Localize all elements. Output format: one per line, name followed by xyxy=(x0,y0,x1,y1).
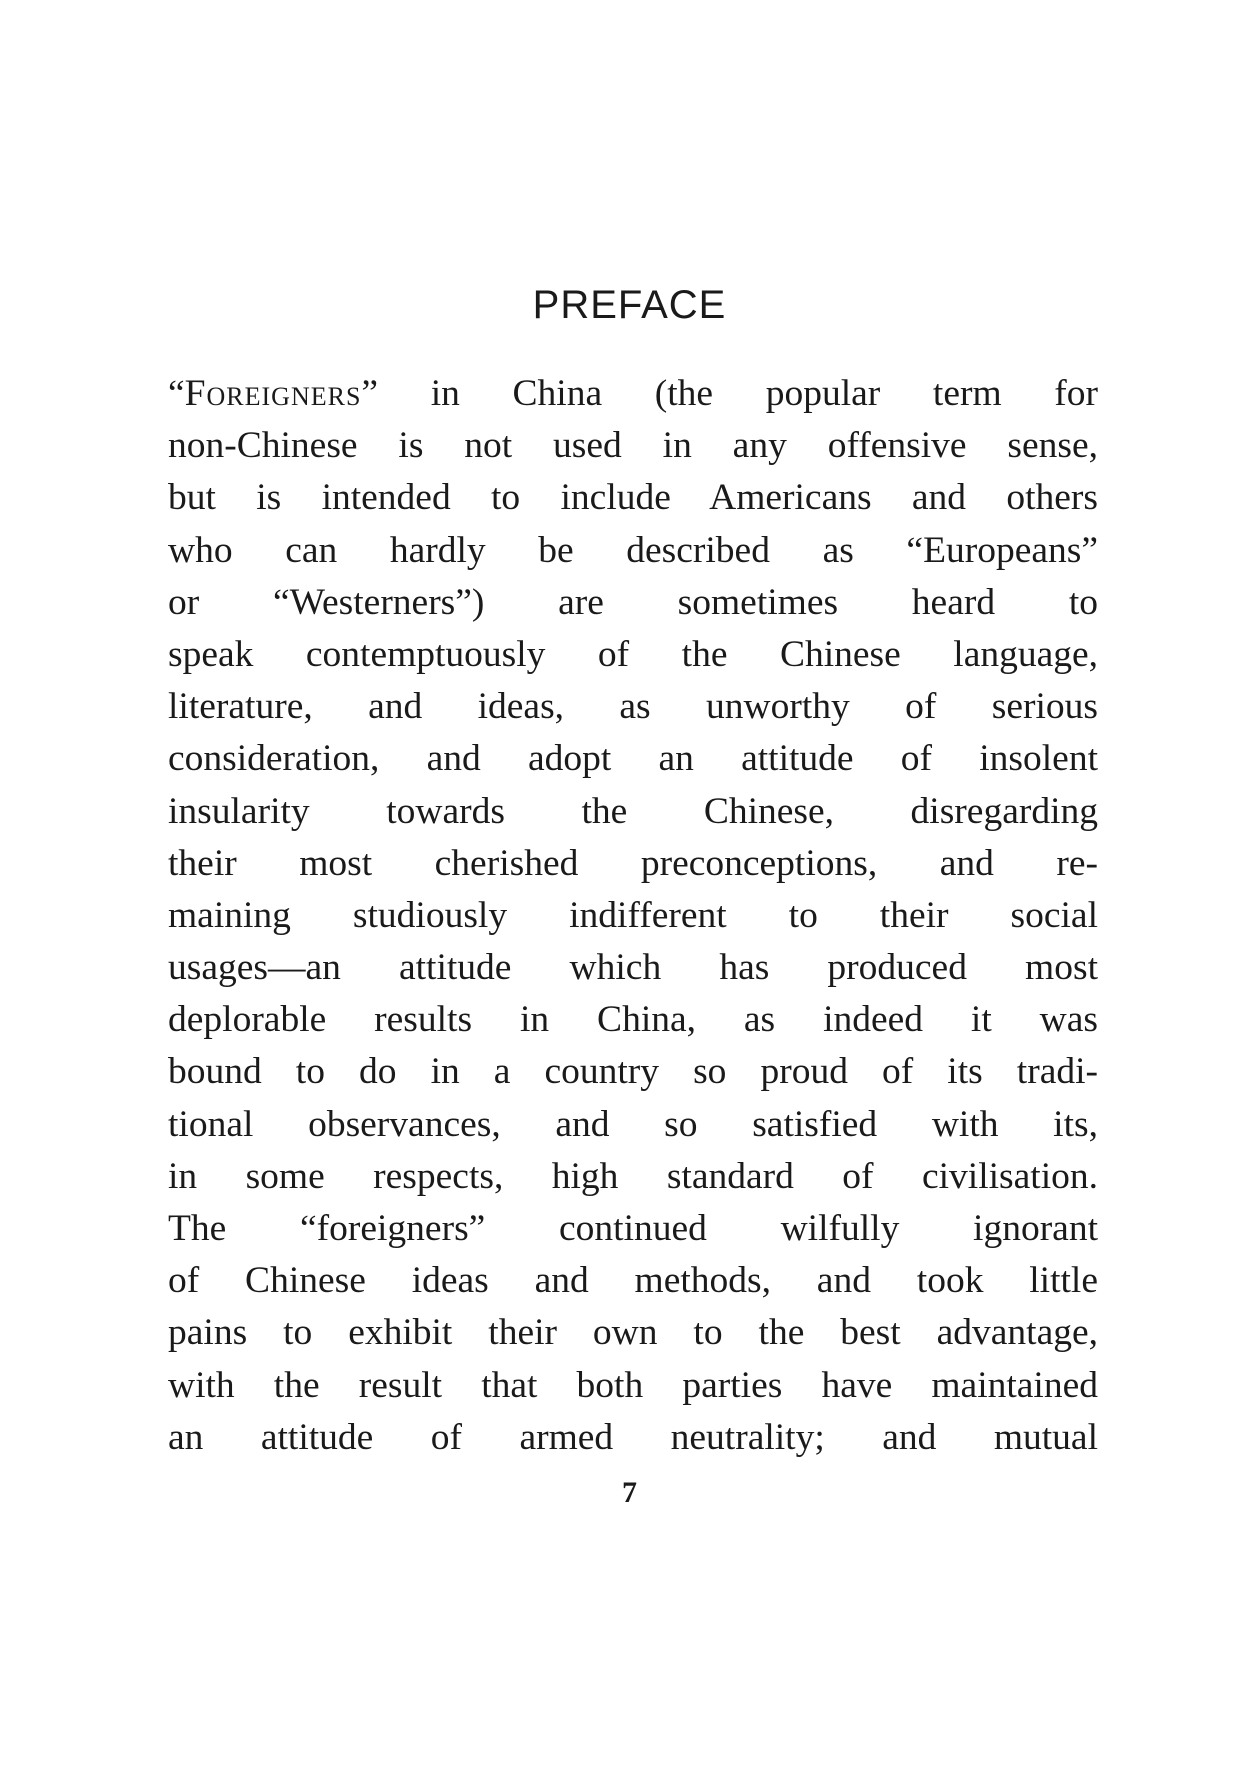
page-number: 7 xyxy=(622,1476,637,1509)
text-line: tional observances, and so satisfied with its, xyxy=(168,1103,1098,1145)
text-line: bound to do in a country so proud of its tradi- xyxy=(168,1051,1098,1093)
text-line: deplorable results in China, as indeed it was xyxy=(168,999,1098,1041)
text-line: with the result that both parties have maintained xyxy=(168,1364,1098,1406)
text-line: their most cherished preconceptions, and re- xyxy=(168,842,1098,884)
text-line: pains to exhibit their own to the best advantage, xyxy=(168,1312,1098,1354)
preface-body xyxy=(168,368,1098,1464)
text-line: insularity towards the Chinese, disregarding xyxy=(168,790,1098,832)
text-line: in some respects, high standard of civilisation. xyxy=(168,1155,1098,1197)
text-line: of Chinese ideas and methods, and took little xyxy=(168,1260,1098,1302)
text-line: speak contemptuously of the Chinese language, xyxy=(168,633,1098,675)
text-line: maining studiously indifferent to their social xyxy=(168,894,1098,936)
smallcaps-word: Foreigners xyxy=(184,373,362,414)
text-line: consideration, and adopt an attitude of insolent xyxy=(168,738,1098,780)
text-line: who can hardly be described as “Europeans” xyxy=(168,529,1098,571)
text-line: “Foreigners” in China (the popular term for xyxy=(168,373,1098,414)
text-line: an attitude of armed neutrality; and mutual xyxy=(168,1416,1098,1458)
text-line: usages—an attitude which has produced most xyxy=(168,947,1098,989)
text-line: non-Chinese is not used in any offensive sense, xyxy=(168,425,1098,467)
page-heading: PREFACE xyxy=(532,283,727,327)
text-line: or “Westerners”) are sometimes heard to xyxy=(168,581,1098,623)
text-line: literature, and ideas, as unworthy of serious xyxy=(168,686,1098,728)
text-line: but is intended to include Americans and others xyxy=(168,477,1098,519)
text-line: The “foreigners” continued wilfully ignorant xyxy=(168,1208,1098,1249)
